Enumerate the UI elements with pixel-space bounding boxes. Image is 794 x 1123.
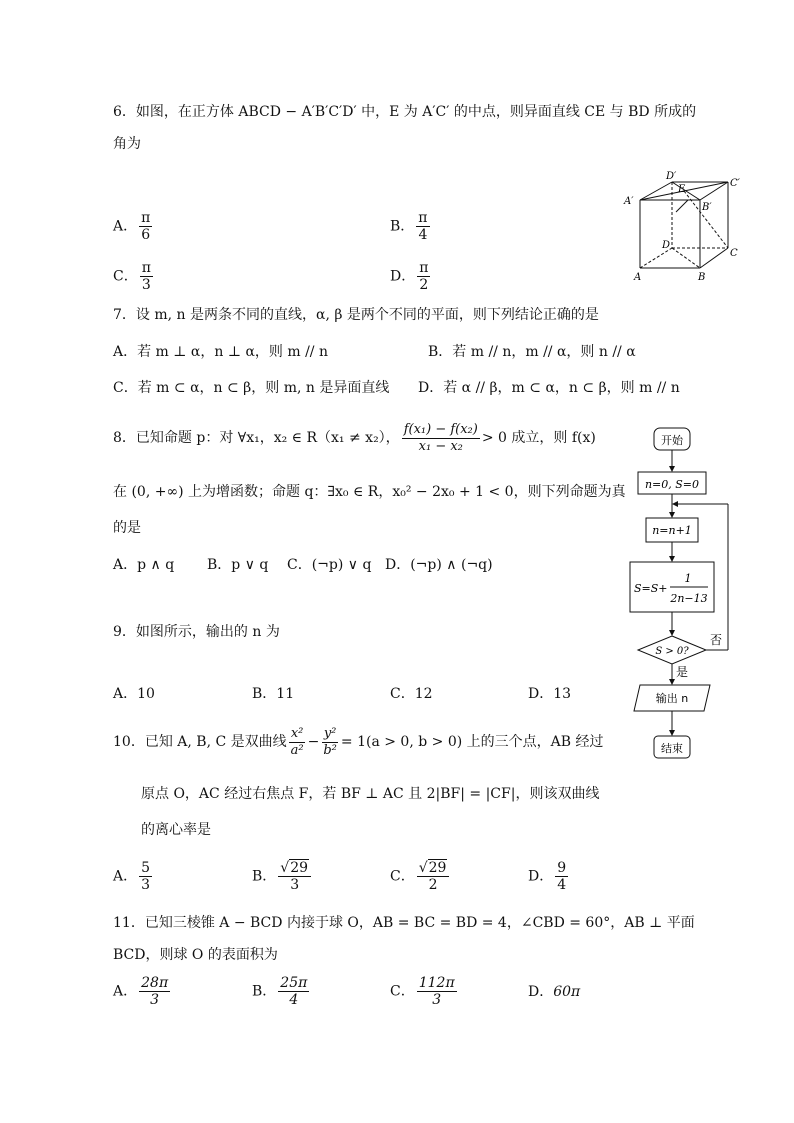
q7-stem: 7．设 m, n 是两条不同的直线，α, β 是两个不同的平面，则下列结论正确的是 <box>113 307 599 323</box>
cube-figure <box>620 168 750 288</box>
q8-stem-part-a: 8．已知命题 p：对 ∀x₁，x₂ ∈ R（x₁ ≠ x₂）， <box>113 430 400 446</box>
cube-label-d: D <box>662 240 671 251</box>
cube-label-e: E <box>678 184 686 195</box>
flowchart-end: 结束 <box>661 742 683 755</box>
flowchart-update-prefix: S=S+ <box>634 582 668 595</box>
q6-option-d: D． $\frac{\pi}{2}$ <box>390 260 429 293</box>
q9-option-c: C．12 <box>390 686 433 702</box>
q8-fraction: $\frac{\text{f(x₁) − f(x₂)}}{\text{x₁ − x₂}}$ <box>403 421 478 454</box>
q8-option-d: D．(¬p) ∧ (¬q) <box>385 557 493 573</box>
q11-option-a: A． $\frac{28\pi}{3}$ <box>113 975 169 1008</box>
flowchart <box>628 424 738 760</box>
flowchart-init: n=0, S=0 <box>644 478 700 491</box>
q8-option-c: C．(¬p) ∨ q <box>287 557 372 573</box>
cube-label-b: B <box>698 272 706 283</box>
q10-stem-line3: 的离心率是 <box>141 822 211 838</box>
q10-option-d: D． $\frac{9}{4}$ <box>528 860 567 893</box>
cube-label-d1: D′ <box>666 171 677 182</box>
q7-option-a: A．若 m ⊥ α，n ⊥ α，则 m // n <box>113 344 328 360</box>
q10-option-a: A． $\frac{5}{3}$ <box>113 860 151 893</box>
cube-label-b1: B′ <box>702 202 712 213</box>
flowchart-no-label: 否 <box>710 633 723 647</box>
q10-option-c: C． $\frac{√29}{2}$ <box>390 860 451 893</box>
q8-stem-part-b: > 0 成立，则 f(x) <box>481 430 596 446</box>
q7-option-b: B．若 m // n，m // α，则 n // α <box>428 344 636 360</box>
q6-option-b: B． $\frac{\pi}{4}$ <box>390 210 428 243</box>
q11-stem-line2: BCD，则球 O 的表面积为 <box>113 947 278 963</box>
cube-label-c: C <box>730 248 738 259</box>
cube-label-c1: C′ <box>730 178 740 189</box>
q9-stem: 9．如图所示，输出的 n 为 <box>113 624 280 640</box>
q9-option-a: A．10 <box>113 686 155 702</box>
flowchart-yes-label: 是 <box>676 665 689 679</box>
q9-option-d: D．13 <box>528 686 572 702</box>
q10-stem-line2: 原点 O，AC 经过右焦点 F，若 BF ⊥ AC 且 2|BF| = |CF|，则该双曲线 <box>141 786 600 802</box>
q9-option-b: B．11 <box>252 686 295 702</box>
flowchart-condition: S > 0? <box>655 646 689 657</box>
q10-hyperbola-minus: − <box>307 734 320 750</box>
flowchart-output: 输出 n <box>655 692 689 705</box>
q8-stem-line3: 的是 <box>113 520 141 536</box>
q10-hyperbola-y: $\frac{\text{y²}}{\text{b²}}$ <box>323 725 337 758</box>
q7-option-d: D．若 α // β，m ⊂ α，n ⊂ β，则 m // n <box>418 380 680 396</box>
q11-option-d: D．60π <box>528 984 581 1000</box>
q10-hyperbola-x: $\frac{\text{x²}}{\text{a²}}$ <box>290 725 304 758</box>
flowchart-update-den: 2n−13 <box>670 592 708 605</box>
flowchart-start: 开始 <box>661 434 683 447</box>
q6-stem-line1: 6．如图，在正方体 ABCD − A′B′C′D′ 中，E 为 A′C′ 的中点，则异面直线 CE 与 BD 所成的 <box>113 104 697 120</box>
q11-option-b: B． $\frac{25\pi}{4}$ <box>252 975 308 1008</box>
flowchart-increment: n=n+1 <box>652 524 692 537</box>
q8-option-b: B．p ∨ q <box>207 557 269 573</box>
q10-option-b: B． $\frac{√29}{3}$ <box>252 860 313 893</box>
q8-stem-line1 <box>113 418 596 458</box>
q6-option-c: C． $\frac{\pi}{3}$ <box>113 260 151 293</box>
q10-stem-part-a: 10．已知 A, B, C 是双曲线 <box>113 734 287 750</box>
q8-stem-line2: 在 (0, +∞) 上为增函数；命题 q：∃x₀ ∈ R，x₀² − 2x₀ + 1 < 0，则下列命题为真 <box>113 484 626 500</box>
q8-option-a: A．p ∧ q <box>113 557 175 573</box>
q6-stem-line2: 角为 <box>113 136 141 152</box>
flowchart-update-num: 1 <box>684 572 692 585</box>
q10-stem-part-b: = 1(a > 0, b > 0) 上的三个点，AB 经过 <box>340 734 604 750</box>
q11-option-c: C． $\frac{112\pi}{3}$ <box>390 975 455 1008</box>
q6-option-a: A． $\frac{\pi}{6}$ <box>113 210 151 243</box>
cube-label-a1: A′ <box>624 196 634 207</box>
q7-option-c: C．若 m ⊂ α，n ⊂ β，则 m, n 是异面直线 <box>113 380 390 396</box>
q10-stem-line1 <box>113 722 604 762</box>
q11-stem-line1: 11．已知三棱锥 A − BCD 内接于球 O，AB = BC = BD = 4，∠CBD = 60°，AB ⊥ 平面 <box>113 915 695 931</box>
cube-label-a: A <box>634 272 642 283</box>
